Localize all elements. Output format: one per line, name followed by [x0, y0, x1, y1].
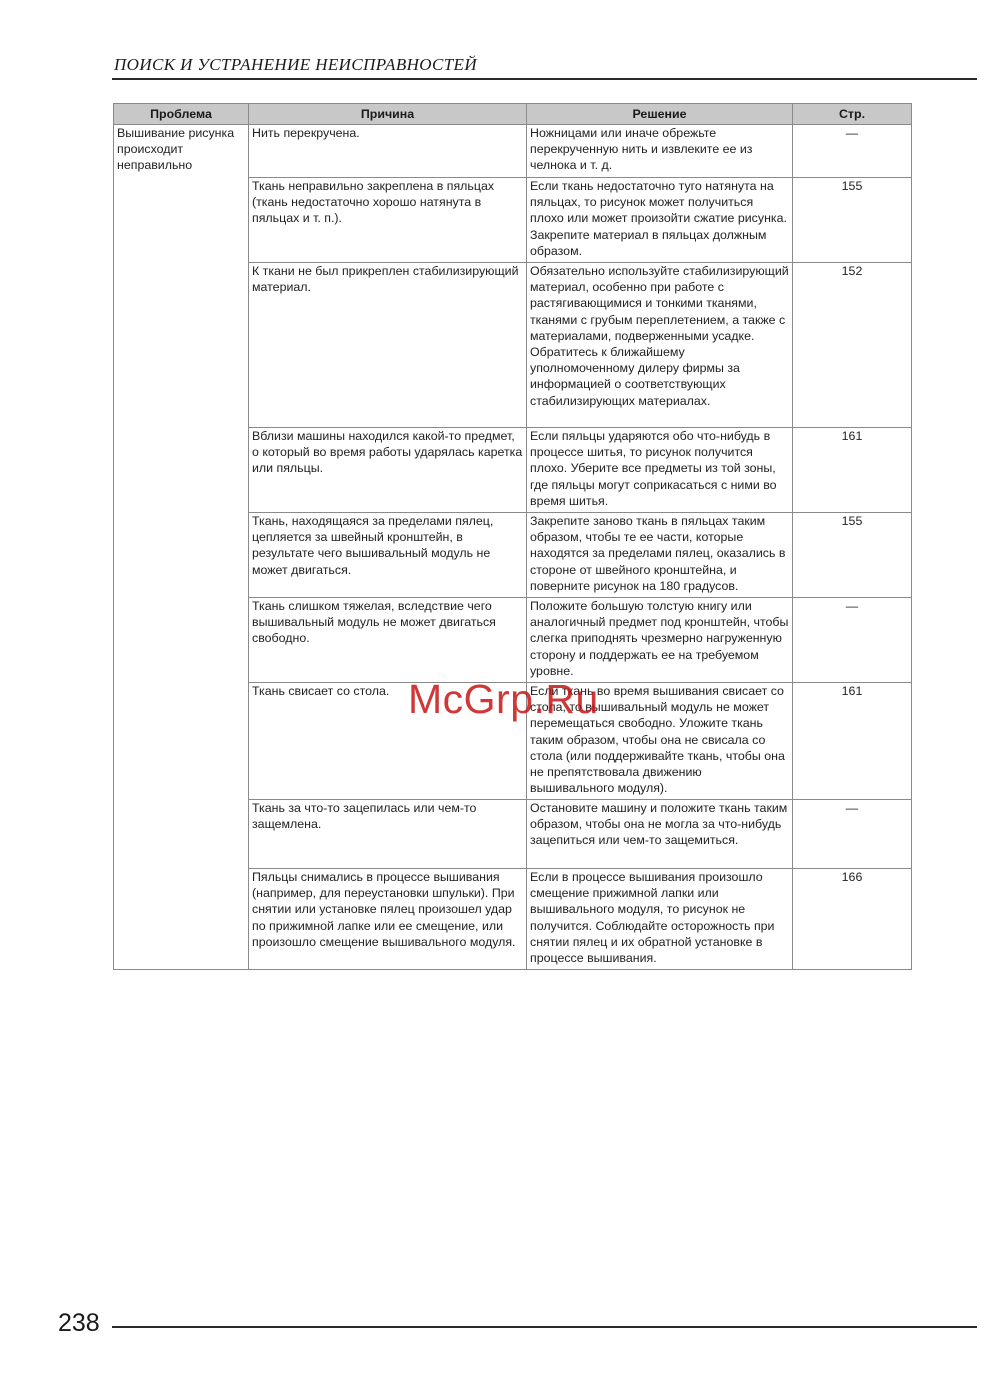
solution-cell: Закрепите заново ткань в пяльцах таким образом, чтобы те ее части, которые находятся за пределами пялец, оказались в стороне от швейного кронштейна, и поверните рисунок на 180 градусов.	[527, 513, 793, 598]
page-ref-cell: —	[793, 125, 912, 178]
page-ref-cell: 152	[793, 263, 912, 428]
solution-cell: Если ткань недостаточно туго натянута на пяльцах, то рисунок может получиться плохо или может произойти сжатие рисунка. Закрепите материал в пяльцах должным образом.	[527, 178, 793, 263]
cause-cell: Нить перекручена.	[249, 125, 527, 178]
watermark: McGrp.Ru	[408, 676, 599, 722]
page-number: 238	[58, 1309, 100, 1337]
table-header-row	[114, 104, 912, 125]
solution-cell: Если пяльцы ударяются обо что-нибудь в процессе шитья, то рисунок получится плохо. Уберите все предметы из той зоны, где пяльцы могут соприкасаться с ними во время шитья.	[527, 428, 793, 513]
page-ref-cell: —	[793, 800, 912, 869]
cause-cell: Ткань слишком тяжелая, вследствие чего вышивальный модуль не может двигаться свободно.	[249, 598, 527, 683]
column-header-problem: Проблема	[114, 104, 249, 125]
troubleshooting-table	[113, 103, 912, 970]
solution-cell: Положите большую толстую книгу или аналогичный предмет под кронштейн, чтобы слегка приподнять чрезмерно нагруженную сторону и поддержать ее на требуемом уровне.	[527, 598, 793, 683]
column-header-page: Стр.	[793, 104, 912, 125]
solution-cell: Обязательно используйте стабилизирующий материал, особенно при работе с растягивающимися и тонкими тканями, тканями с грубым переплетением, а также с материалами, подверженными усадке. Обратитесь к ближайшему уполномоченному дилеру фирмы за информацией о соответствующих стабилизирующих материалах.	[527, 263, 793, 428]
problem-cell: Вышивание рисунка происходит неправильно	[114, 125, 249, 970]
footer-divider	[112, 1326, 977, 1328]
solution-cell: Если в процессе вышивания произошло смещение прижимной лапки или вышивального модуля, то рисунок не получится. Соблюдайте осторожность при снятии пялец и их обратной установке в процессе вышивания.	[527, 869, 793, 970]
page-ref-cell: 155	[793, 178, 912, 263]
page-ref-cell: —	[793, 598, 912, 683]
solution-cell: Остановите машину и положите ткань таким образом, чтобы она не могла за что-нибудь зацепиться или чем-то защемиться.	[527, 800, 793, 869]
cause-cell: Ткань за что-то зацепилась или чем-то защемлена.	[249, 800, 527, 869]
solution-cell: Ножницами или иначе обрежьте перекрученную нить и извлеките ее из челнока и т. д.	[527, 125, 793, 178]
column-header-solution: Решение	[527, 104, 793, 125]
column-header-cause: Причина	[249, 104, 527, 125]
page-ref-cell: 161	[793, 428, 912, 513]
cause-cell: Ткань, находящаяся за пределами пялец, цепляется за швейный кронштейн, в результате чего вышивальный модуль не может двигаться.	[249, 513, 527, 598]
cause-cell: К ткани не был прикреплен стабилизирующий материал.	[249, 263, 527, 428]
section-title: ПОИСК И УСТРАНЕНИЕ НЕИСПРАВНОСТЕЙ	[114, 55, 478, 74]
page-ref-cell: 155	[793, 513, 912, 598]
cause-cell: Вблизи машины находился какой-то предмет, о который во время работы ударялась каретка или пяльцы.	[249, 428, 527, 513]
header-divider	[112, 78, 977, 80]
table-row	[114, 125, 912, 178]
page-ref-cell: 161	[793, 683, 912, 800]
page-ref-cell: 166	[793, 869, 912, 970]
solution-cell: Если ткань во время вышивания свисает со стола, то вышивальный модуль не может перемещаться свободно. Уложите ткань таким образом, чтобы она не свисала со стола (или поддерживайте ткань, чтобы она не препятствовала движению вышивального модуля).	[527, 683, 793, 800]
cause-cell: Пяльцы снимались в процессе вышивания (например, для переустановки шпульки). При снятии или установке пялец произошел удар по прижимной лапке или ее смещение, или произошло смещение вышивального модуля.	[249, 869, 527, 970]
cause-cell: Ткань неправильно закреплена в пяльцах (ткань недостаточно хорошо натянута в пяльцах и т. п.).	[249, 178, 527, 263]
cause-cell: Ткань свисает со стола.	[249, 683, 527, 800]
